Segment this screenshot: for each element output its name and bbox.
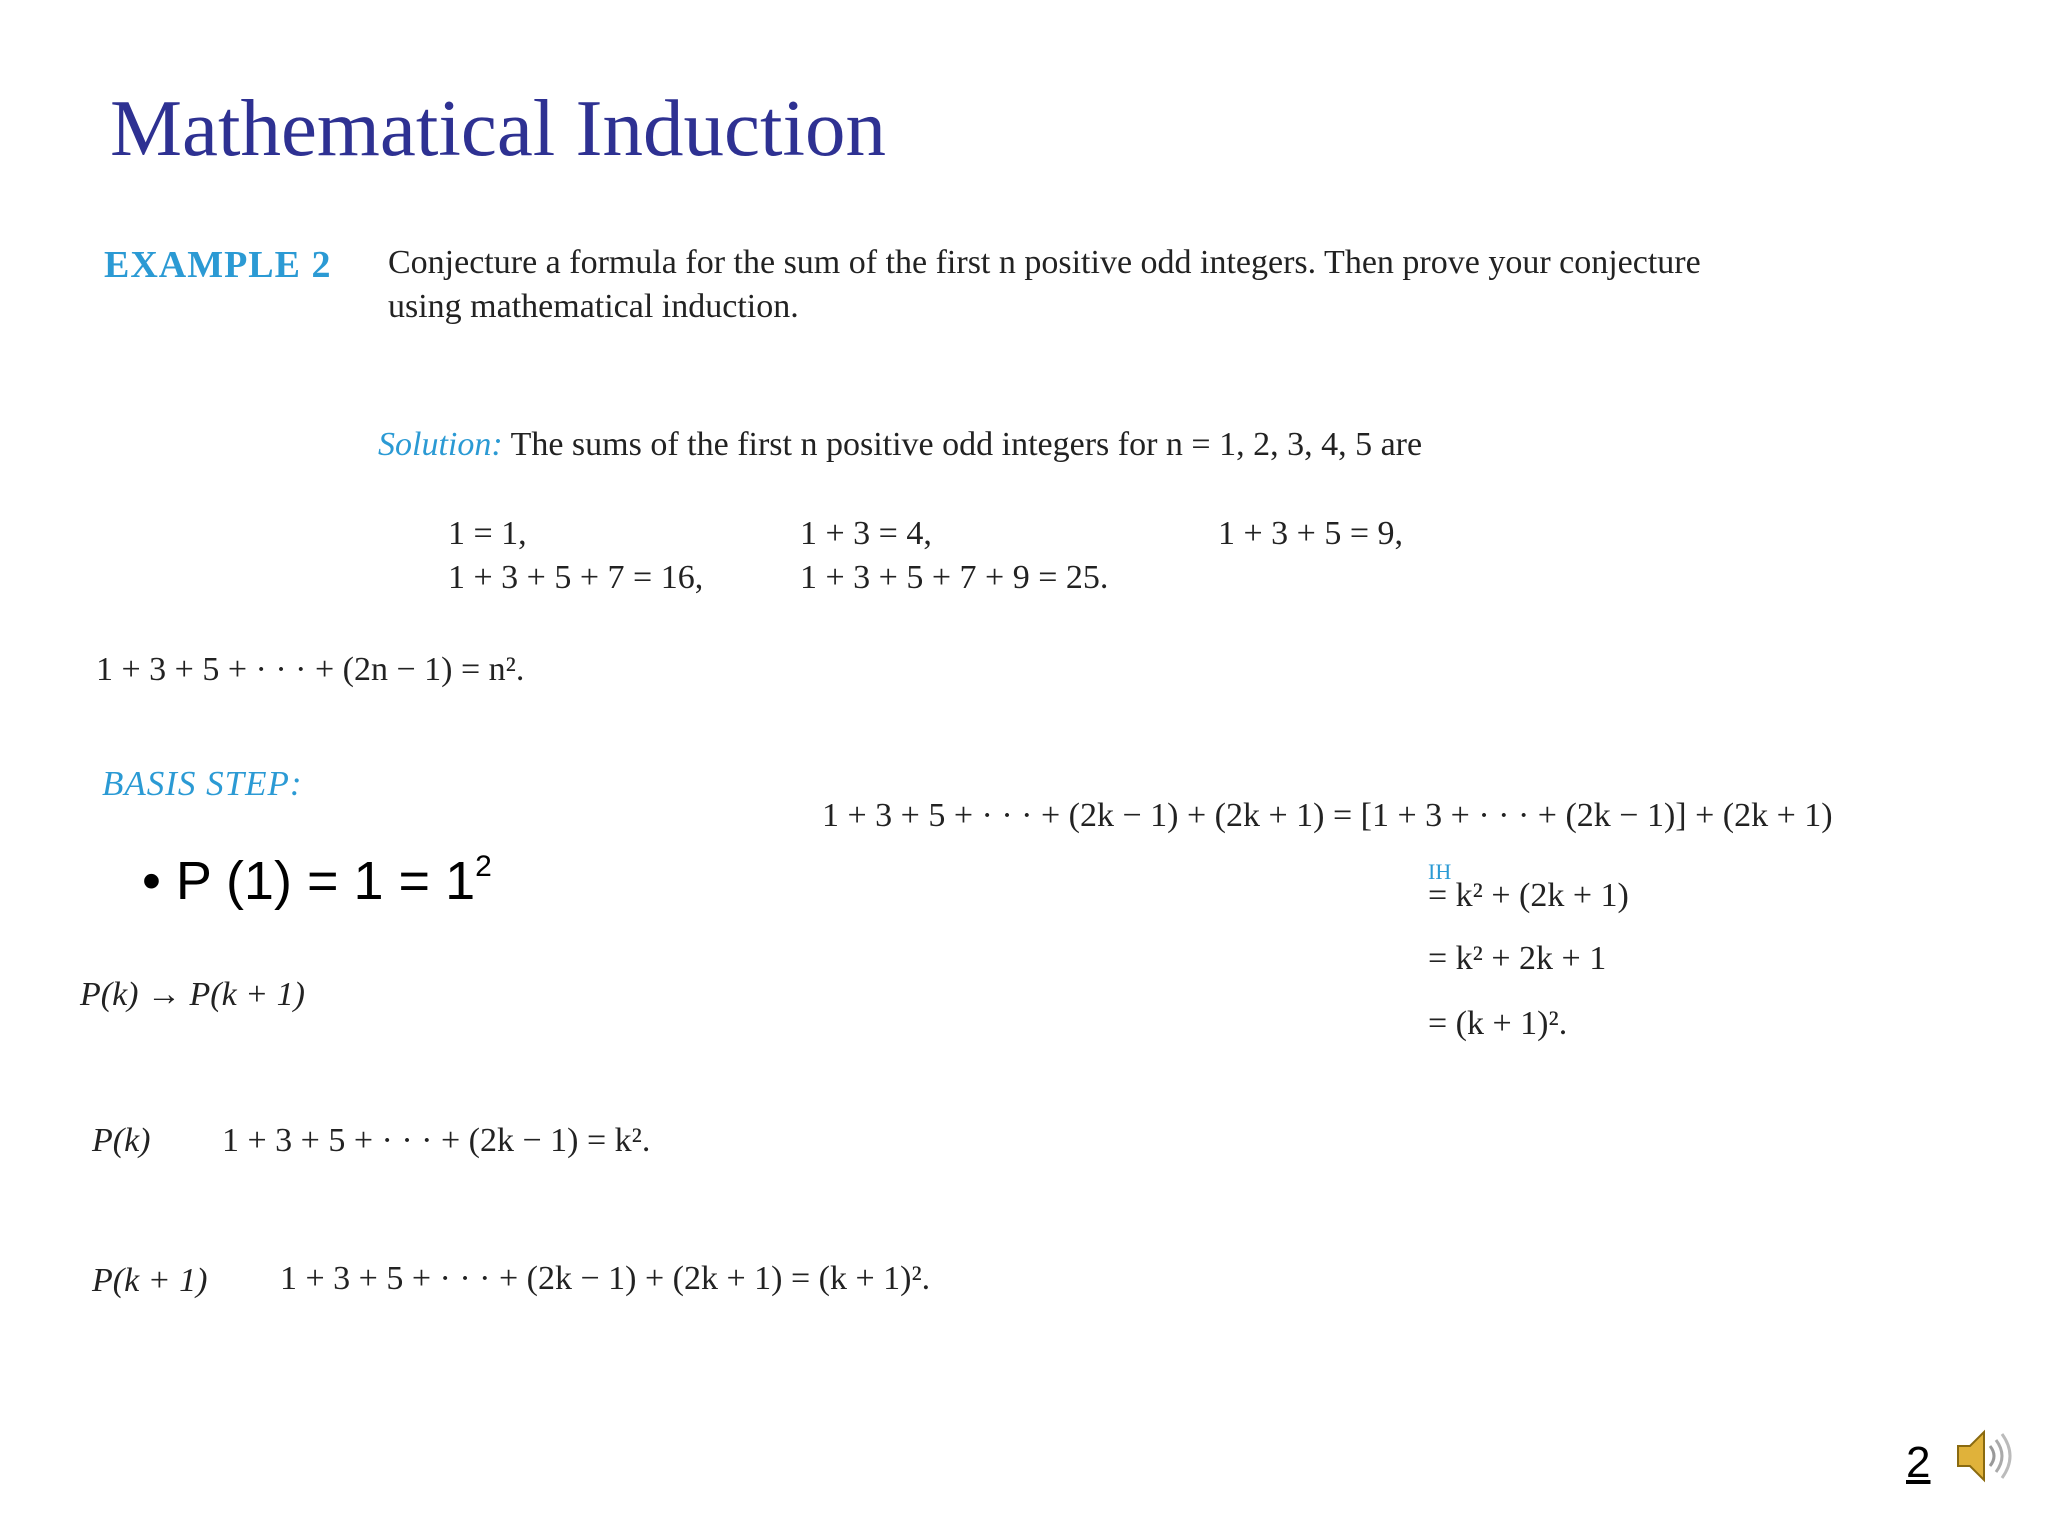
slide-title: Mathematical Induction (110, 83, 886, 173)
derivation-line-2-text: = k² + (2k + 1) (1428, 877, 1629, 914)
solution-line (378, 426, 1422, 464)
example-label: EXAMPLE 2 (104, 244, 332, 286)
solution-text: The sums of the first n positive odd integers for n = 1, 2, 3, 4, 5 are (510, 426, 1423, 463)
sum-4: 1 + 3 + 5 + 7 = 16, (448, 559, 704, 596)
basis-bullet-exponent: 2 (475, 850, 492, 883)
conjecture-formula: 1 + 3 + 5 + · · · + (2n − 1) = n². (96, 651, 525, 688)
example-line-1: Conjecture a formula for the sum of the first n positive odd integers. Then prove your conjecture (388, 244, 1701, 281)
sum-5: 1 + 3 + 5 + 7 + 9 = 25. (800, 559, 1109, 596)
derivation-line-1: 1 + 3 + 5 + · · · + (2k − 1) + (2k + 1) = [1 + 3 + · · · + (2k − 1)] + (2k + 1) (822, 797, 1833, 834)
pk-label: P(k) (92, 1122, 151, 1159)
sum-3: 1 + 3 + 5 = 9, (1218, 515, 1404, 552)
example-text (388, 241, 1701, 329)
derivation-line-2 (1428, 859, 1629, 915)
solution-label: Solution: (378, 426, 503, 463)
basis-step-label: BASIS STEP: (102, 764, 303, 803)
sum-2: 1 + 3 = 4, (800, 515, 932, 552)
basis-bullet-text: • P (1) = 1 = 1 (142, 851, 476, 911)
pk-formula: 1 + 3 + 5 + · · · + (2k − 1) = k². (222, 1122, 651, 1159)
pk1-label: P(k + 1) (92, 1262, 208, 1299)
derivation-line-4: = (k + 1)². (1428, 1005, 1568, 1042)
sum-1: 1 = 1, (448, 515, 527, 552)
pk1-formula: 1 + 3 + 5 + · · · + (2k − 1) + (2k + 1) = (k + 1)². (280, 1260, 931, 1297)
page-number[interactable]: 2 (1906, 1438, 1931, 1487)
speaker-icon[interactable] (1948, 1420, 2020, 1492)
basis-bullet (142, 850, 492, 912)
ih-annotation: IH (1428, 859, 1452, 884)
derivation-line-3: = k² + 2k + 1 (1428, 940, 1607, 977)
example-line-2: using mathematical induction. (388, 288, 799, 325)
implication: P(k) → P(k + 1) (80, 976, 305, 1013)
